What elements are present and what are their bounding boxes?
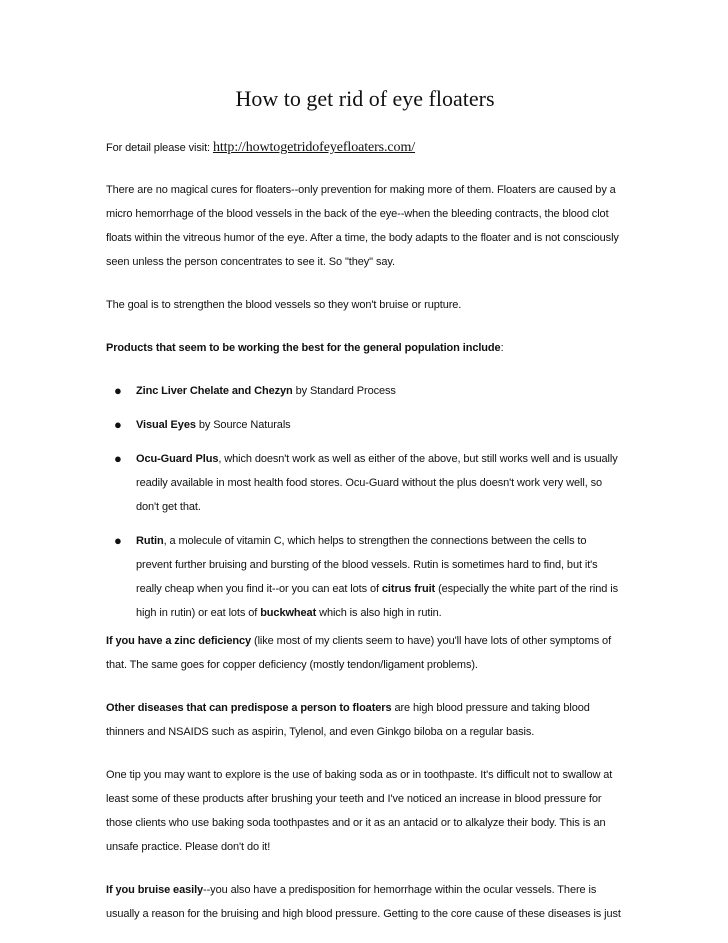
bullet-icon: ● (114, 533, 122, 548)
detail-line (106, 140, 624, 156)
product-text: , a molecule of vitamin C, which helps to strengthen the connections between the cells to prevent further bruising and bursting of the blood vessels. Rutin is sometimes hard to find, but it's really cheap when you find it--or you can eat lots of (136, 535, 598, 595)
product-text-3: which is also high in rutin. (316, 607, 442, 619)
products-heading-bold: Products that seem to be working the best for the general population include (106, 342, 501, 354)
product-text: , which doesn't work as well as either of the above, but still works well and is usually readily available in most health food stores. Ocu-Guard without the plus doesn't work very well, so don't get that. (136, 453, 618, 513)
list-item (106, 413, 624, 437)
bullet-icon: ● (114, 451, 122, 466)
product-text: by Standard Process (292, 385, 396, 397)
diseases-text: are high blood pressure and taking blood thinners and NSAIDS such as aspirin, Tylenol, and even Ginkgo biloba on a regular basis. (106, 702, 590, 738)
product-text: by Source Naturals (195, 419, 291, 431)
bruise-bold: If you bruise easily (106, 884, 204, 896)
citrus-fruit-bold: citrus fruit (381, 583, 436, 595)
goal-paragraph: The goal is to strengthen the blood vessels so they won't bruise or rupture. (106, 299, 462, 311)
list-item (106, 379, 624, 403)
product-list (106, 379, 624, 625)
product-name: Rutin (136, 535, 164, 547)
buckwheat-bold: buckwheat (260, 607, 317, 619)
product-text-2: (especially the white part of the rind is high in rutin) or eat lots of (136, 583, 619, 619)
zinc-bold: If you have a zinc deficiency (106, 635, 252, 647)
product-name: Visual Eyes (136, 419, 196, 431)
products-heading-colon: : (500, 342, 504, 354)
zinc-paragraph (106, 629, 624, 677)
bullet-icon: ● (114, 383, 122, 398)
diseases-paragraph (106, 696, 624, 744)
list-item (106, 529, 624, 625)
product-name: Ocu-Guard Plus (136, 453, 219, 465)
product-name: Zinc Liver Chelate and Chezyn (136, 385, 293, 397)
intro-paragraph: There are no magical cures for floaters--only prevention for making more of them. Floaters are caused by a micro hemorrhage of the blood vessels in the back of the eye--when the bleeding contracts, the blood clot floats within the vitreous humor of the eye. After a time, the body adapts to the floater and is not consciously seen unless the person concentrates to see it. So "they" say. (106, 184, 619, 268)
diseases-bold: Other diseases that can predispose a person to floaters (106, 702, 392, 714)
products-heading (106, 336, 624, 360)
detail-link[interactable]: http://howtogetridofeyefloaters.com/ (212, 140, 416, 155)
baking-soda-paragraph: One tip you may want to explore is the use of baking soda as or in toothpaste. It's difficult not to swallow at least some of these products after brushing your teeth and I've noticed an increase in blood pressure for those clients who use baking soda toothpastes and or it as an antacid or to alkalyze their body. This is an unsafe practice. Please don't do it! (106, 769, 613, 853)
bruise-text: --you also have a predisposition for hemorrhage within the ocular vessels. There is usually a reason for the bruising and high blood pressure. Getting to the core cause of these diseases is just (106, 884, 621, 920)
list-item (106, 447, 624, 519)
detail-prefix: For detail please visit: (106, 142, 210, 154)
page-title: How to get rid of eye floaters (235, 86, 495, 111)
zinc-text: (like most of my clients seem to have) you'll have lots of other symptoms of that. The same goes for copper deficiency (mostly tendon/ligament problems). (106, 635, 612, 671)
bullet-icon: ● (114, 417, 122, 432)
bruise-paragraph (106, 878, 624, 926)
